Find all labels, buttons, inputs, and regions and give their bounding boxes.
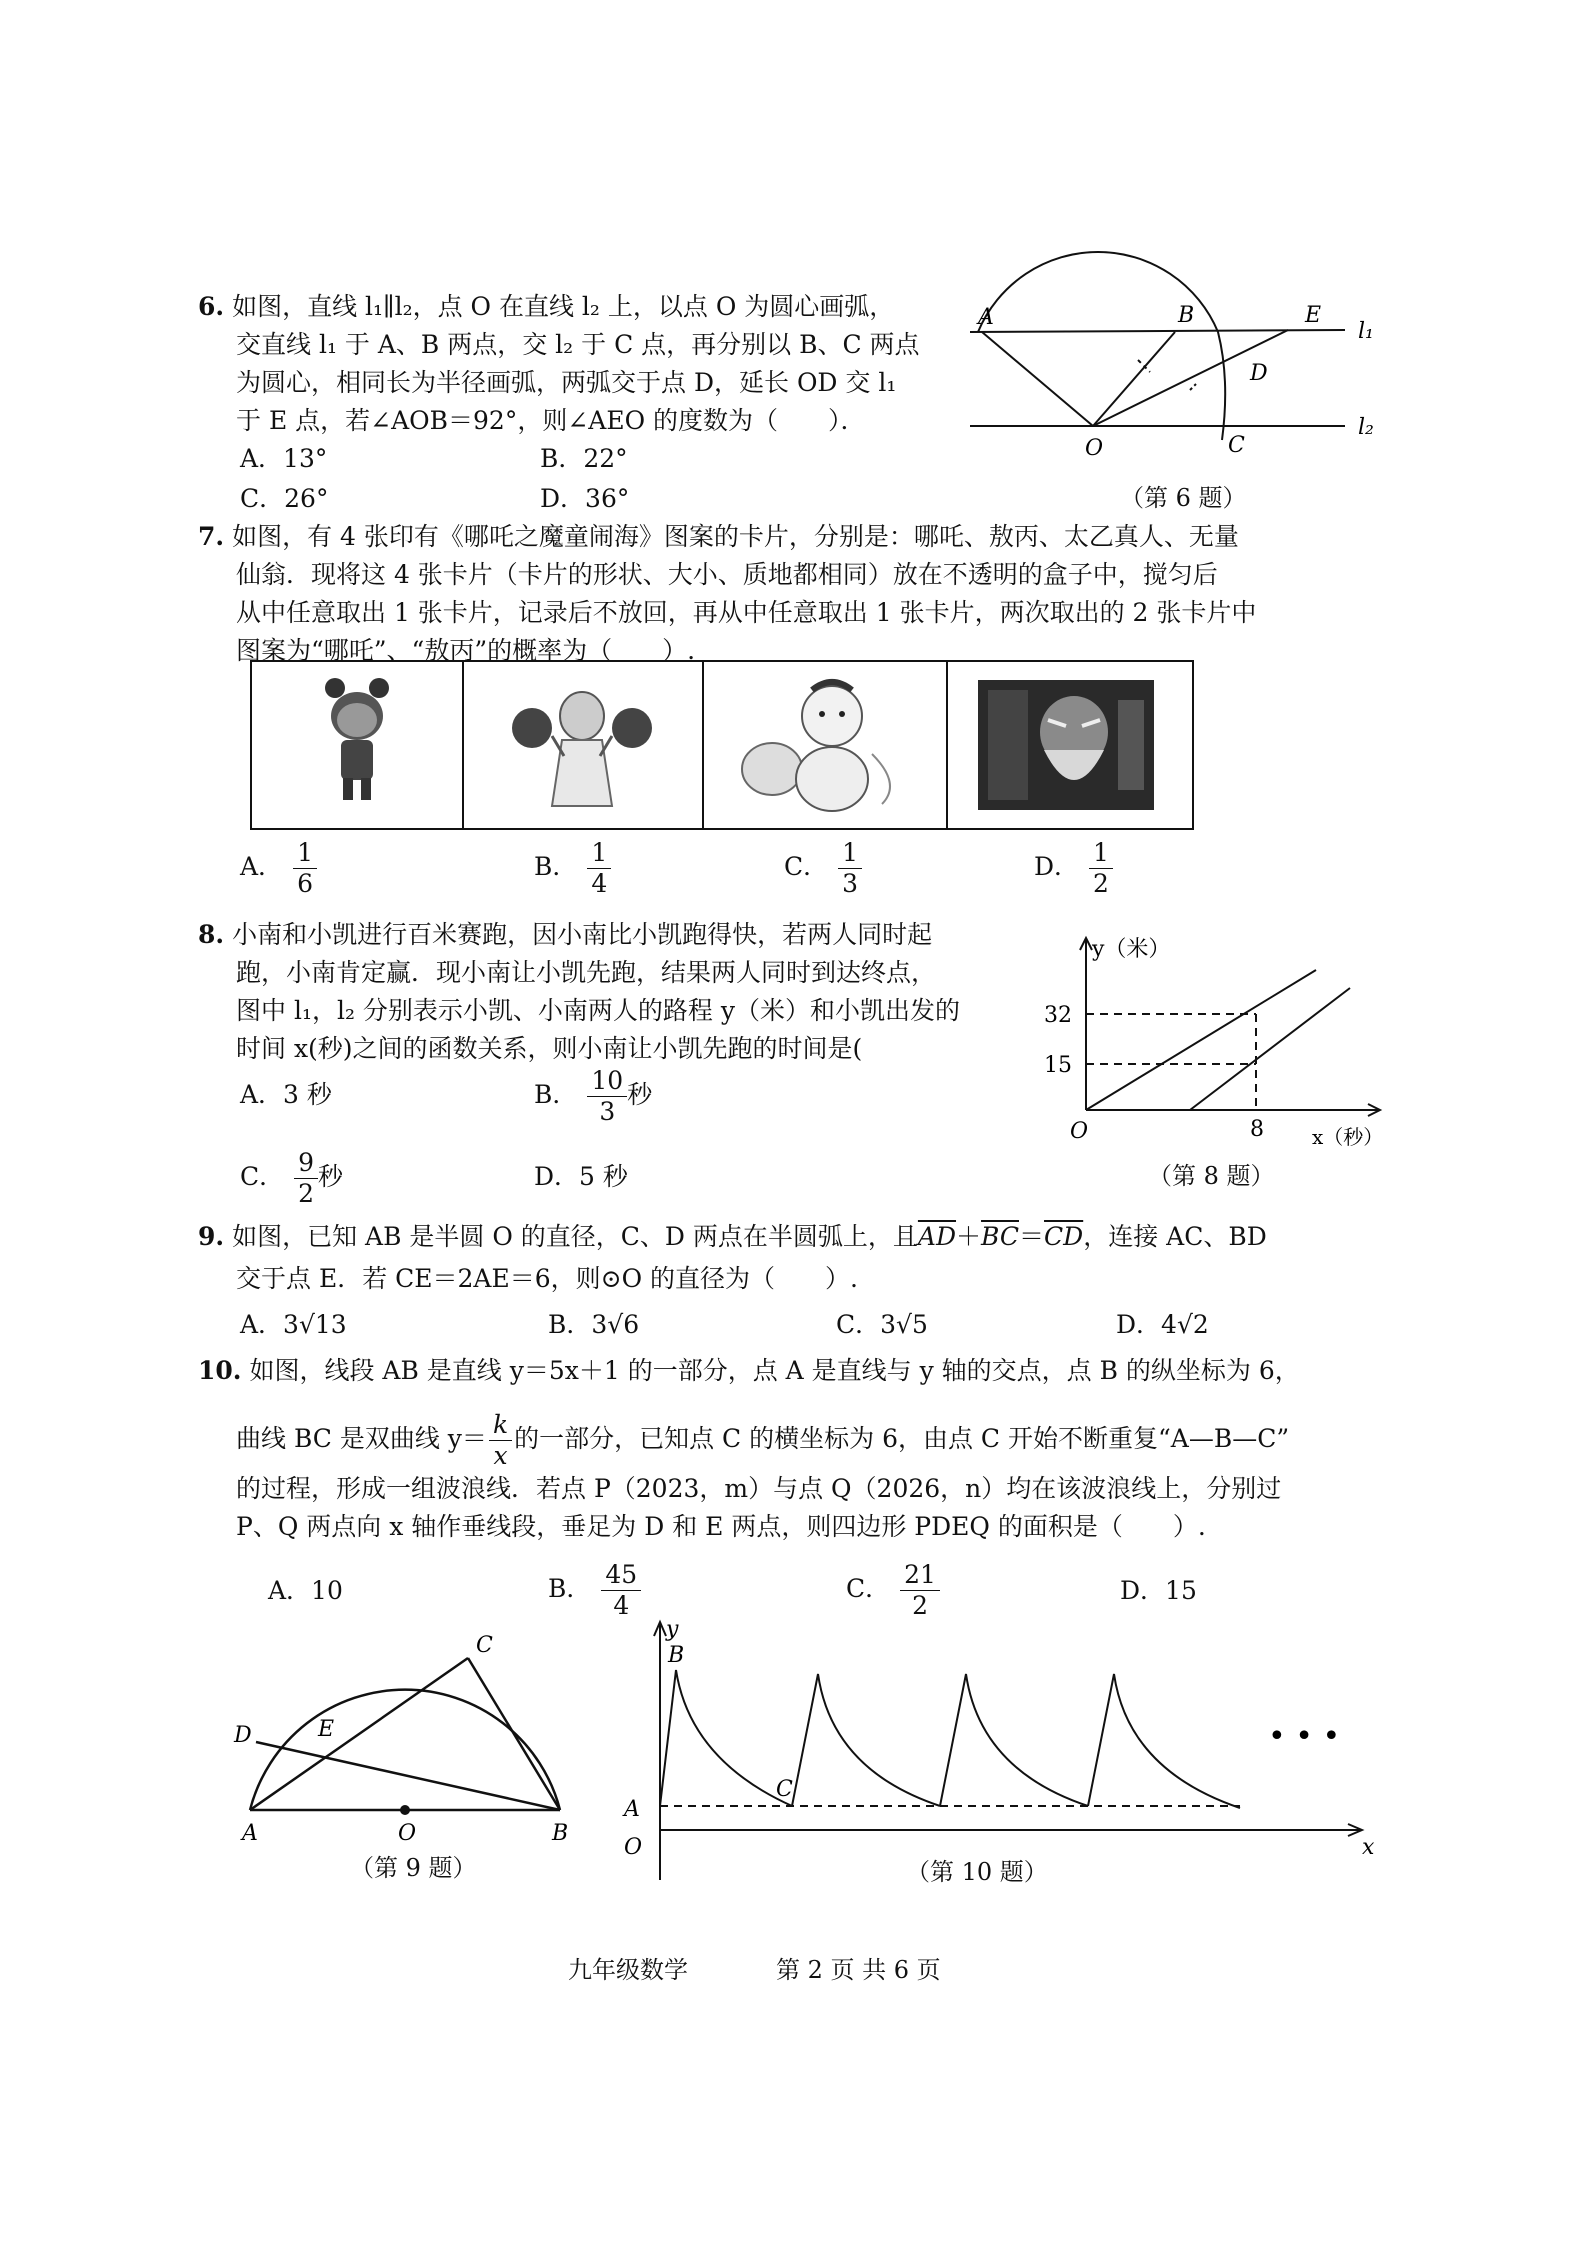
question-text-line: 图案为“哪吒”、“敖丙”的概率为（ ）. [236,636,696,665]
footer-page-number: 第 2 页 共 6 页 [776,1956,941,1984]
question-text-line: 仙翁．现将这 4 张卡片（卡片的形状、大小、质地都相同）放在不透明的盒子中，搅匀后 [236,560,1218,589]
label-b: B [1178,303,1195,328]
option-b: B．22° [540,444,628,473]
label-o: O [1085,436,1104,461]
origin-label: O [1070,1119,1089,1144]
figure-q10 [600,1610,1380,1880]
chord-ac [250,1658,468,1810]
question-text-line: 如图，已知 AB 是半圆 O 的直径，C、D 两点在半圆弧上，且 [232,1222,918,1251]
y-tick-32: 32 [1044,1003,1072,1028]
question-text-line: 曲线 BC 是双曲线 y＝ [236,1424,487,1453]
label-c: C [1228,433,1245,458]
option-a: A．3 秒 [240,1080,332,1109]
question-text-line: 图中 l₁，l₂ 分别表示小凯、小南两人的路程 y（米）和小凯出发的 [236,996,961,1025]
question-text-line: 小南和小凯进行百米赛跑，因小南比小凯跑得快，若两人同时起 [232,920,933,949]
arc-ab [978,252,1225,440]
segment-ob [1093,332,1175,426]
question-text-line: 如图，有 4 张印有《哪吒之魔童闹海》图案的卡片，分别是：哪吒、敖丙、太乙真人、无量 [232,522,1239,551]
option-a: A． $\frac{1}{6}$ [240,838,317,899]
option-c: C．3√5 [836,1310,928,1339]
question-number: 7. [198,522,225,551]
card-wuliang [946,662,1190,828]
arc-ad: $\overline{AD}$ [917,1222,957,1251]
question-text-line: 的一部分，已知点 C 的横坐标为 6，由点 C 开始不断重复“A—B—C” [514,1424,1290,1453]
option-c: C． $\frac{1}{3}$ [784,838,862,899]
option-c: C． $\frac{21}{2}$ [846,1560,940,1621]
question-text-line: 从中任意取出 1 张卡片，记录后不放回，再从中任意取出 1 张卡片，两次取出的 2 张卡片中 [236,598,1257,627]
chord-bc [468,1658,560,1810]
figure-caption: （第 10 题） [906,1858,1048,1886]
question-text-line: 的过程，形成一组波浪线．若点 P（2023，m）与点 Q（2026，n）均在该波浪线上，分别过 [236,1474,1282,1503]
option-b: B． $\frac{1}{4}$ [534,838,611,899]
line-l1 [970,330,1345,332]
question-number: 10. [198,1356,242,1385]
center-o [400,1805,410,1815]
question-text-line: P、Q 两点向 x 轴作垂线段，垂足为 D 和 E 两点，则四边形 PDEQ 的面积是（ ）. [236,1512,1206,1541]
footer-subject: 九年级数学 [568,1956,688,1984]
taiyi-image [732,674,922,819]
x-axis-label: x（秒） [1312,1125,1384,1149]
option-a: A．13° [240,444,328,473]
option-d: D．15 [1120,1576,1197,1605]
option-d: D．36° [540,484,630,513]
wave-2 [792,1674,940,1806]
question-number: 8. [198,920,225,949]
question-text-line: 交直线 l₁ 于 A、B 两点，交 l₂ 于 C 点，再分别以 B、C 两点 [236,330,920,359]
x-tick-8: 8 [1250,1117,1264,1142]
option-c: C． $\frac{9}{2}$ 秒 [240,1148,344,1208]
option-c: C．26° [240,484,329,513]
label-d: D [1250,361,1268,386]
label-x: x [1362,1835,1375,1860]
label-a: A [978,305,994,330]
label-e: E [1305,303,1322,328]
label-o: O [398,1821,417,1846]
question-text-line: 跑，小南肯定赢．现小南让小凯先跑，结果两人同时到达终点， [236,958,937,987]
label-c: C [776,1777,793,1802]
question-text-line: 时间 x(秒)之间的函数关系，则小南让小凯先跑的时间是( [236,1034,863,1063]
option-b: B．3√6 [548,1310,640,1339]
question-text-line: 如图，直线 l₁∥l₂，点 O 在直线 l₂ 上，以点 O 为圆心画弧， [232,292,895,321]
option-a: A．10 [268,1576,343,1605]
continuation-dots: • • • [1268,1719,1341,1754]
question-number: 6. [198,292,225,321]
label-b: B [668,1643,685,1668]
label-a: A [624,1797,640,1822]
label-l1: l₁ [1358,319,1374,344]
line-l2 [1190,988,1350,1110]
card-aobing [462,662,704,828]
question-text-line: 交于点 E．若 CE＝2AE＝6，则⊙O 的直径为（ ）. [236,1264,858,1293]
option-b: B． $\frac{45}{4}$ [548,1560,641,1621]
y-tick-15: 15 [1044,1053,1072,1078]
chord-bd [256,1742,560,1810]
nezha-image [307,674,407,814]
label-o: O [624,1835,643,1860]
y-axis-label: y（米） [1092,937,1171,962]
question-text-line: 于 E 点，若∠AOB＝92°，则∠AEO 的度数为（ ）． [236,406,866,435]
question-text-line: 为圆心，相同长为半径画弧，两弧交于点 D，延长 OD 交 l₁ [236,368,897,397]
wave-3 [940,1674,1088,1806]
aobing-image [502,676,662,816]
arc-cd: $\overline{CD}$ [1044,1222,1084,1251]
fraction-k-x: $\frac{k}{x}$ [489,1410,512,1471]
label-c: C [476,1633,493,1658]
figure-q9 [234,1630,580,1860]
card-strip [250,660,1194,830]
segment-ao [982,332,1093,426]
figure-caption: （第 6 题） [1120,484,1247,512]
arc-bc: $\overline{BC}$ [981,1222,1019,1251]
wave-4 [1088,1674,1240,1808]
question-number: 9. [198,1222,225,1251]
wuliang-image [978,680,1154,810]
card-nezha [252,662,464,828]
option-b: B． $\frac{10}{3}$ 秒 [534,1066,653,1126]
option-d: D． $\frac{1}{2}$ [1034,838,1113,899]
option-d: D．5 秒 [534,1162,628,1191]
option-a: A．3√13 [240,1310,347,1339]
label-y: y [666,1617,679,1642]
option-d: D．4√2 [1116,1310,1209,1339]
label-d: D [234,1723,252,1748]
figure-caption: （第 8 题） [1148,1162,1275,1190]
figure-q8 [1044,930,1390,1150]
label-b: B [552,1821,569,1846]
figure-q6 [960,280,1380,460]
question-text-line: 如图，线段 AB 是直线 y＝5x＋1 的一部分，点 A 是直线与 y 轴的交点，点 B 的纵坐标为 6， [249,1356,1300,1385]
label-a: A [242,1821,258,1846]
label-l2: l₂ [1358,415,1374,440]
card-taiyi [702,662,948,828]
label-e: E [318,1717,335,1742]
wave-1 [660,1670,792,1806]
figure-caption: （第 9 题） [350,1854,477,1882]
